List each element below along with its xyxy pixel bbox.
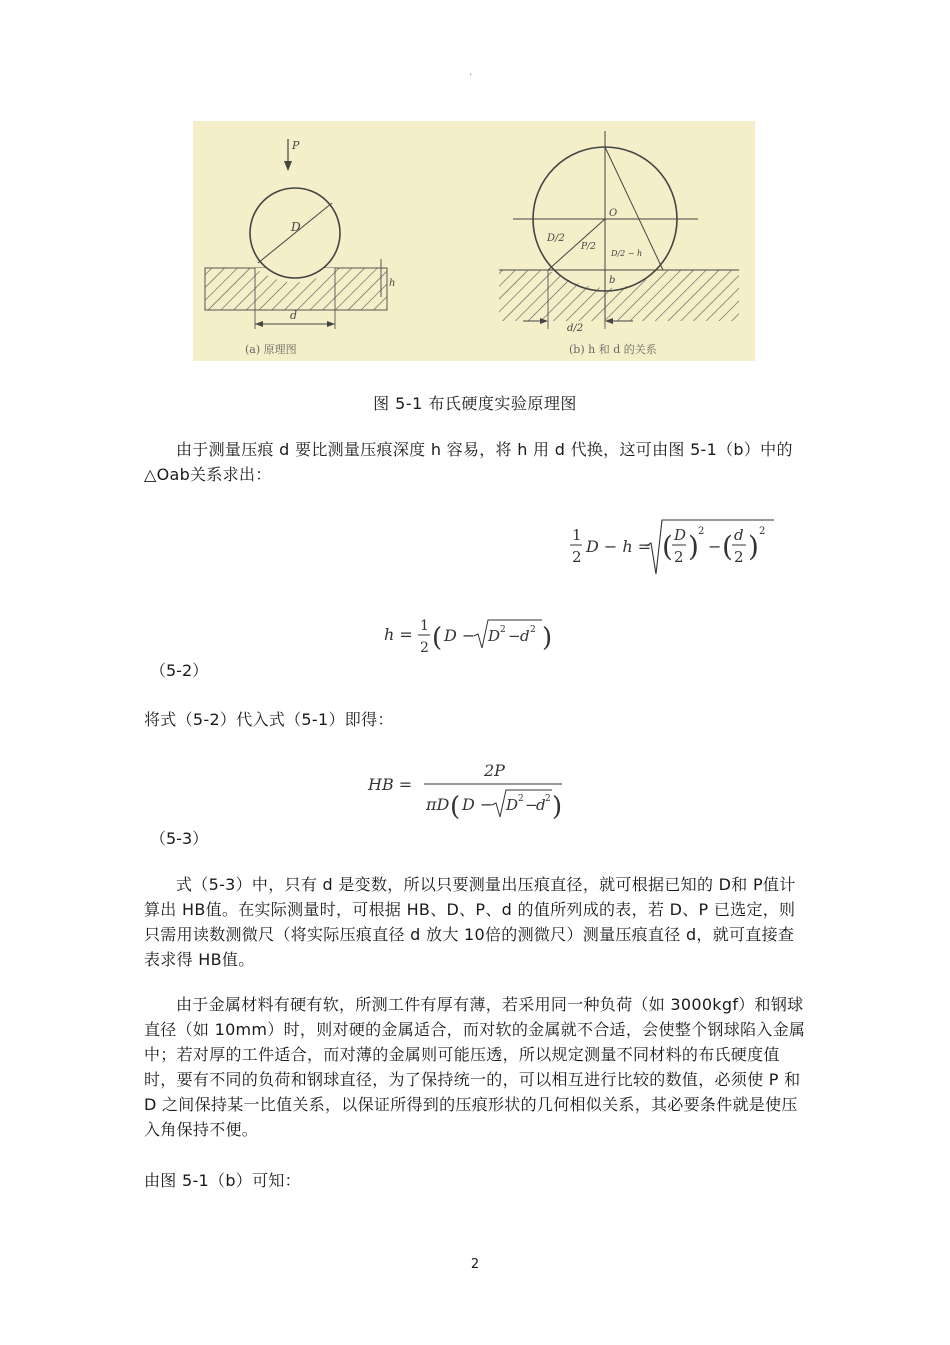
svg-text:2: 2	[572, 548, 582, 566]
svg-text:D − h =: D − h =	[586, 537, 652, 556]
paragraph-2: 将式（5-2）代入式（5-1）即得：	[144, 710, 394, 729]
label-D: D	[291, 220, 301, 234]
svg-text:2P: 2P	[484, 761, 505, 780]
svg-text:D: D	[488, 627, 501, 645]
label-d: d	[290, 309, 298, 322]
paragraph-3: 式（5-3）中，只有 d 是变数，所以只要测量出压痕直径，就可根据已知的 D和 P值计算出 HB值。在实际测量时，可根据 HB、D、P、d 的值所列成的表，若 D、P 已选定，则只需用读数测微尺（将实际压痕直径 d 放大 10倍的测微尺）测量压痕直径 d，就可直接查表求得 HB值。	[144, 875, 796, 969]
svg-text:d: d	[536, 796, 546, 814]
svg-text:): )	[542, 623, 553, 653]
label-radius: D/2	[547, 233, 565, 244]
label-b: b	[609, 275, 616, 286]
svg-text:d: d	[520, 627, 530, 645]
svg-text:(: (	[450, 792, 461, 822]
svg-text:1: 1	[572, 526, 582, 544]
header-mark: ·	[469, 70, 473, 81]
equation-3-svg	[366, 754, 566, 824]
svg-text:(: (	[662, 530, 673, 563]
svg-text:D −: D −	[444, 626, 476, 645]
paragraph-5: 由图 5-1（b）可知：	[144, 1171, 301, 1190]
brinell-figure	[193, 121, 755, 361]
caption-a: (a) 原理图	[245, 343, 297, 356]
svg-text:): )	[748, 530, 759, 563]
svg-text:2: 2	[530, 625, 536, 635]
svg-text:2: 2	[759, 526, 766, 537]
figure-caption: 图 5-1 布氏硬度实验原理图	[373, 394, 577, 413]
svg-text:(: (	[722, 530, 733, 563]
svg-text:D: D	[506, 796, 519, 814]
equation-2	[382, 608, 562, 662]
brinell-diagram-svg	[193, 121, 755, 361]
svg-text:d: d	[734, 526, 744, 544]
svg-text:): )	[552, 792, 563, 822]
svg-text:2: 2	[674, 548, 684, 566]
label-h: h	[389, 278, 396, 289]
svg-text:2: 2	[545, 794, 551, 804]
label-P: P	[292, 139, 300, 152]
svg-text:2: 2	[500, 625, 506, 635]
svg-text:(: (	[432, 623, 443, 653]
label-offset: D/2 − h	[611, 249, 643, 258]
paragraph-1: 由于测量压痕 d 要比测量压痕深度 h 容易，将 h 用 d 代换，这可由图 5-1（b）中的△Oab关系求出：	[144, 440, 793, 484]
radius-line	[548, 219, 605, 270]
diagram-b	[499, 131, 739, 356]
diagram-a	[205, 139, 395, 356]
svg-text:2: 2	[420, 640, 429, 656]
svg-text:2: 2	[518, 794, 524, 804]
equation-label-5-2: （5-2）	[150, 661, 209, 680]
svg-text:πD: πD	[426, 795, 450, 814]
label-half-chord: d/2	[567, 323, 584, 334]
svg-text:2: 2	[734, 548, 744, 566]
svg-text:D −: D −	[462, 795, 494, 814]
svg-text:−: −	[525, 796, 538, 814]
svg-text:−: −	[508, 627, 521, 645]
svg-text:h =: h =	[384, 625, 413, 644]
equation-1-svg	[566, 516, 776, 580]
caption-b: (b) h 和 d 的关系	[569, 343, 657, 356]
equation-label-5-3: （5-3）	[150, 829, 209, 848]
paragraph-4: 由于金属材料有硬有软，所测工件有厚有薄，若采用同一种负荷（如 3000kgf）和钢球直径（如 10mm）时，则对硬的金属适合，而对软的金属就不合适，会使整个钢球陷入金属中；若对厚的工件适合，而对薄的金属则可能压透，所以规定测量不同材料的布氏硬度值时，要有不同的负荷和钢球直径，为了保持统一的，可以相互进行比较的数值，必须使 P 和 D 之间保持某一比值关系，以保证所得到的压痕形状的几何相似关系，其必要条件就是使压入角保持不便。	[144, 995, 806, 1139]
equation-2-svg	[382, 608, 562, 662]
svg-text:2: 2	[698, 526, 705, 537]
svg-text:D: D	[674, 526, 687, 544]
svg-text:HB =: HB =	[368, 775, 413, 794]
svg-text:1: 1	[420, 618, 429, 634]
svg-text:): )	[688, 530, 699, 563]
label-O: O	[609, 208, 618, 219]
label-half-load: P/2	[581, 242, 596, 252]
page-number: 2	[470, 1257, 480, 1272]
svg-text:−: −	[708, 537, 722, 556]
equation-1	[566, 516, 776, 580]
equation-3	[366, 754, 566, 824]
